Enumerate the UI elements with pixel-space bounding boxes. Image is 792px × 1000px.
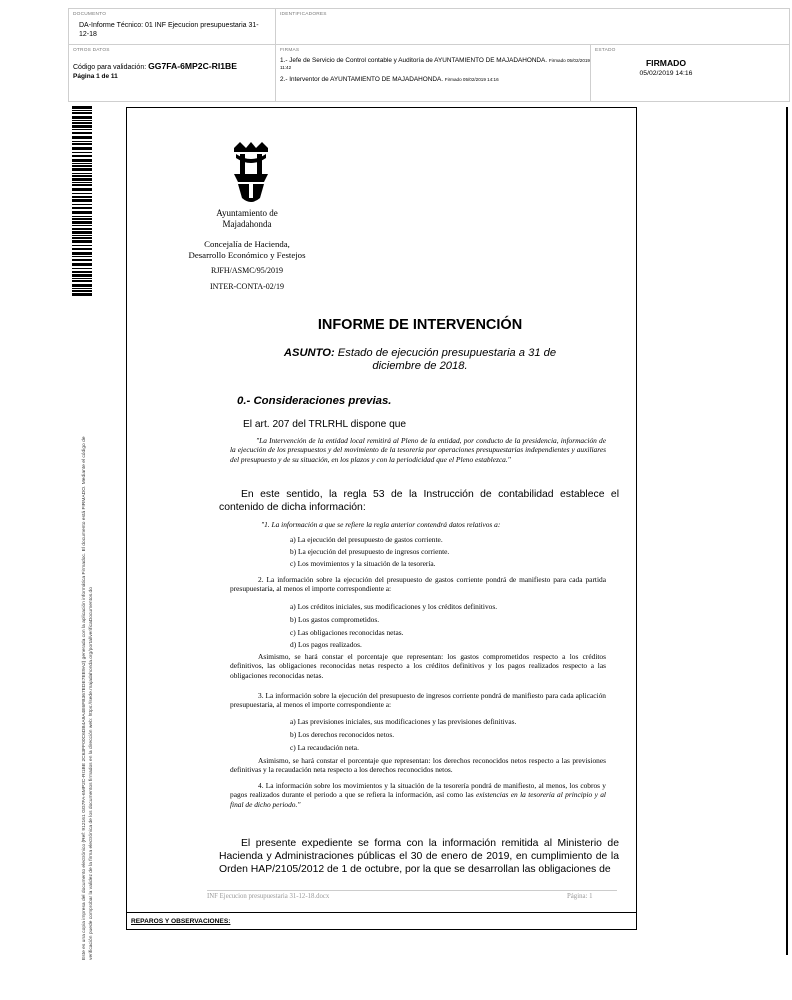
otros-datos-label: OTROS DATOS [73, 48, 110, 53]
barcode-bar [72, 184, 92, 186]
paragraph-regla-53: En este sentido, la regla 53 de la Instrucción de contabilidad establece el contenido de dicha información: [219, 489, 619, 513]
barcode-bar [72, 237, 92, 239]
firma-1 [280, 57, 590, 71]
barcode [72, 106, 92, 296]
barcode-bar [72, 221, 92, 224]
barcode-bar [72, 207, 92, 209]
rule-2-extra: Asimismo, se hará constar el porcentaje que representan: los gastos comprometidos respecto a los créditos definitivos, las obligaciones reconocidas netas respecto a los créditos definitivos y los pagos realizados respecto a las obligaciones reconocidas netas. [230, 652, 606, 680]
barcode-bar [72, 256, 92, 257]
barcode-bar [72, 159, 92, 162]
rule-1-b: b) La ejecución del presupuesto de ingresos corriente. [290, 547, 450, 556]
quote-art-207 [230, 436, 606, 464]
barcode-bar [72, 155, 92, 157]
documento-cell [69, 9, 276, 45]
rule-4-text: 4. La información sobre los movimientos y la situación de la tesorería pondrá de manifiesto, al menos, los cobros y pagos realizados durante el periodo a que se refiera la información, así como las [230, 781, 606, 800]
rule-4-italic: existencias en la tesorería al principio y al final de dicho periodo." [230, 790, 606, 809]
firma-2 [280, 76, 590, 83]
barcode-bar [72, 143, 92, 145]
barcode-bar [72, 288, 92, 289]
org-line-1: Ayuntamiento de [216, 208, 278, 218]
intro-paragraph: El art. 207 del TRLRHL dispone que [243, 419, 407, 430]
barcode-bar [72, 175, 92, 177]
barcode-bar [72, 125, 92, 128]
estado-value: FIRMADO [645, 58, 687, 68]
estado-date: 05/02/2019 14:16 [639, 70, 693, 77]
rule-3-c: c) La recaudación neta. [290, 743, 359, 752]
firmas-label: FIRMAS [280, 48, 300, 53]
rule-3-a: a) Las previsiones iniciales, sus modificaciones y las previsiones definitivas. [290, 717, 517, 726]
barcode-bar [72, 120, 92, 121]
barcode-bar [72, 290, 92, 292]
quote-art-207-text: "La Intervención de la entidad local remitirá al Pleno de la entidad, por conducto de la presidencia, información de la ejecución de los presupuestos y del movimiento de la tesorería por operaciones presupuestarias independientes y auxiliares del presupuesto y de su situación, en los plazos y con la periodicidad que el Pleno establezca." [230, 436, 606, 464]
barcode-bar [72, 196, 92, 198]
barcode-bar [72, 284, 92, 287]
barcode-bar [72, 122, 92, 124]
barcode-bar [72, 188, 92, 191]
barcode-bar [72, 147, 92, 150]
barcode-bar [72, 211, 92, 214]
barcode-bar [72, 193, 92, 194]
identificadores-cell [276, 9, 789, 45]
rule-3-extra: Asimismo, se hará constar el porcentaje que representan: los derechos reconocidos netos respecto a las previsiones definitivas y la recaudación neta respecto a los derechos reconocidos netos. [230, 756, 606, 775]
barcode-bar [72, 271, 92, 273]
barcode-bar [72, 178, 92, 181]
firma-2-text: 2.- Interventor de AYUNTAMIENTO DE MAJADAHONDA. [280, 76, 443, 83]
rule-2-d: d) Los pagos realizados. [290, 640, 362, 649]
barcode-bar [72, 278, 92, 279]
reparos-observaciones: REPAROS Y OBSERVACIONES: [127, 912, 636, 929]
barcode-bar [72, 225, 92, 226]
barcode-bar [72, 274, 92, 277]
barcode-bar [72, 259, 92, 261]
barcode-bar [72, 280, 92, 282]
rule-2-c: c) Las obligaciones reconocidas netas. [290, 628, 404, 637]
letterhead-dept [167, 239, 327, 261]
barcode-bar [72, 268, 92, 269]
barcode-bar [72, 129, 92, 130]
barcode-bar [72, 248, 92, 250]
barcode-bar [72, 116, 92, 119]
dept-line-2: Desarrollo Económico y Festejos [188, 250, 306, 260]
document-page [126, 107, 637, 930]
side-verification-line-2: verificación puede comprobar la validez de la firma electrónica de los documentos firmados en la dirección web: https://sede.majadahonda.org/portal/verificaDocumentos.do [89, 587, 94, 960]
barcode-bar [72, 293, 92, 296]
codigo-value: GG7FA-6MP2C-RI1BE [148, 61, 237, 71]
barcode-bar [72, 182, 92, 183]
signature-header [68, 8, 790, 102]
rule-3-intro: 3. La información sobre la ejecución del presupuesto de ingresos corriente pondrá de manifiesto para cada aplicación presupuestaria, al menos el importe correspondiente a: [230, 691, 606, 710]
rule-3-b: b) Los derechos reconocidos netos. [290, 730, 395, 739]
page-count: Página 1 de 11 [73, 73, 118, 80]
documento-label: DOCUMENTO [73, 12, 107, 17]
footer-rule [207, 890, 617, 891]
org-line-2: Majadahonda [222, 219, 272, 229]
ref-2: INTER-CONTA-02/19 [209, 282, 284, 291]
footer-page-number: Página: 1 [567, 893, 593, 900]
barcode-bar [72, 252, 92, 255]
firma-2-date: Firmado 05/02/2019 14:16 [444, 77, 499, 82]
barcode-bar [72, 165, 92, 167]
report-title: INFORME DE INTERVENCIÓN [317, 317, 523, 333]
barcode-bar [72, 204, 92, 205]
rule-4 [230, 781, 606, 809]
rule-2-intro: 2. La información sobre la ejecución del presupuesto de gastos corriente pondrá de manifiesto para cada partida presupuestaria, al menos el importe correspondiente a: [230, 575, 606, 594]
barcode-bar [72, 132, 92, 134]
barcode-bar [72, 235, 92, 236]
estado-label: ESTADO [595, 48, 616, 53]
municipal-logo-icon [230, 140, 272, 208]
codigo-label: Código para validación: [73, 64, 147, 71]
asunto-label: ASUNTO: [283, 347, 335, 359]
asunto-text-2: diciembre de 2018. [372, 360, 468, 372]
barcode-bar [72, 141, 92, 142]
right-edge-bar [786, 107, 788, 955]
section-heading: 0.- Consideraciones previas. [237, 395, 392, 407]
rule-1-intro: "1. La información a que se refiere la regla anterior contendrá datos relativos a: [261, 520, 501, 529]
barcode-bar [72, 245, 92, 246]
estado-cell [591, 45, 789, 101]
barcode-bar [72, 216, 92, 217]
barcode-bar [72, 112, 92, 114]
firma-1-date: Firmado 05/02/2019 11:42 [280, 58, 590, 70]
firmas-cell [276, 45, 591, 101]
barcode-bar [72, 199, 92, 202]
barcode-bar [72, 163, 92, 164]
codigo-validacion [73, 61, 237, 71]
barcode-bar [72, 218, 92, 220]
barcode-bar [72, 263, 92, 266]
side-verification-line-1: Este es una copia impresa del documento electrónico (Ref: 912161 GG7FA-6MP2C-RI1BE 2C63FF00C6DB4A9A4E6FB367EDE7EE9A2) generada con la aplicación informática Firmadoc. El documento está FIRMADO. Mediante el código de [82, 436, 87, 960]
paragraph-expediente: El presente expediente se forma con la información remitida al Ministerio de Hacienda y Administraciones públicas el 30 de enero de 2019, en cumplimiento de la Orden HAP/2105/2012 de 1 de octubre, por la que se desarrollan las obligaciones de [219, 838, 619, 875]
barcode-bar [72, 173, 92, 174]
barcode-bar [72, 152, 92, 153]
letterhead-org [177, 208, 317, 230]
barcode-bar [72, 240, 92, 243]
dept-line-1: Concejalía de Hacienda, [204, 239, 290, 249]
ref-1: RJFH/ASMC/95/2019 [210, 266, 284, 275]
firma-1-text: 1.- Jefe de Servicio de Control contable y Auditoría de AYUNTAMIENTO DE MAJADAHONDA. [280, 57, 548, 64]
asunto-text: Estado de ejecución presupuestaria a 31 de [334, 347, 557, 359]
barcode-bar [72, 136, 92, 139]
barcode-bar [72, 231, 92, 234]
identificadores-label: IDENTIFICADORES [280, 12, 327, 17]
asunto [227, 347, 613, 373]
rule-1-a: a) La ejecución del presupuesto de gastos corriente. [290, 535, 443, 544]
rule-2-a: a) Los créditos iniciales, sus modificaciones y los créditos definitivos. [290, 602, 498, 611]
barcode-bar [72, 106, 92, 109]
barcode-bar [72, 168, 92, 171]
rule-2-b: b) Los gastos comprometidos. [290, 615, 380, 624]
documento-value: DA-Informe Técnico: 01 INF Ejecucion presupuestaria 31-12-18 [79, 22, 259, 38]
otros-datos-cell [69, 45, 276, 101]
barcode-bar [72, 110, 92, 111]
rule-1-c: c) Los movimientos y la situación de la tesorería. [290, 559, 436, 568]
barcode-bar [72, 228, 92, 230]
footer-filename: INF Ejecucion presupuestaria 31-12-18.docx [207, 893, 330, 900]
